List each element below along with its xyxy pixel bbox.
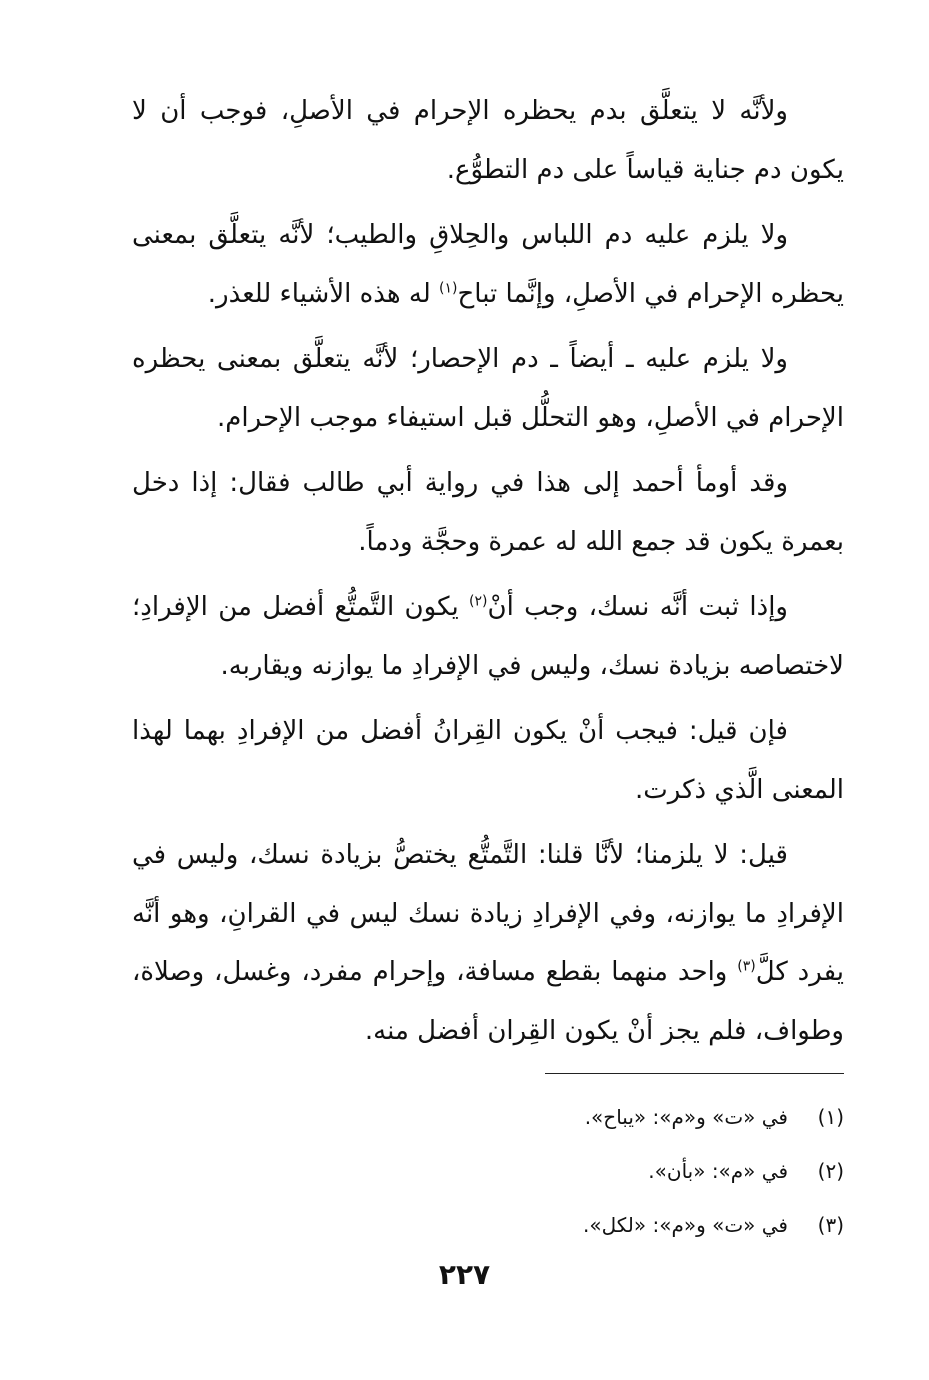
paragraph-5: [132, 578, 844, 695]
paragraph-7-text-a: قيل: لا يلزمنا؛ لأنَّا قلنا: التَّمتُّع يختصُّ بزيادة نسك، وليس في الإفرادِ ما يوازنه، وفي الإفرادِ زيادة نسك ليس في القرانِ، وهو أنَّه يفرد كلَّ: [132, 840, 844, 987]
footnote-2: [400, 1144, 844, 1198]
footnote-text: في «م»: «بأن».: [648, 1159, 788, 1183]
footnote-separator: [545, 1073, 844, 1074]
paragraph-6: فإن قيل: فيجب أنْ يكون القِرانُ أفضل من الإفرادِ بهما لهذا المعنى الَّذي ذكرت.: [132, 716, 844, 805]
paragraph-7: [132, 826, 844, 1060]
footnote-text: في «ت» و«م»: «لكل».: [583, 1213, 788, 1237]
paragraph-4: وقد أومأ أحمد إلى هذا في رواية أبي طالب فقال: إذا دخل بعمرة يكون قد جمع الله له عمرة وحجَّة ودماً.: [132, 468, 844, 557]
footnote-ref-1: (١): [439, 279, 458, 296]
page-number: ٢٢٧: [438, 1258, 491, 1291]
footnotes: [400, 1090, 844, 1252]
footnote-3: [400, 1198, 844, 1252]
footnote-1: [400, 1090, 844, 1144]
footnote-number: (٢): [817, 1159, 844, 1183]
paragraph-2-text-a: ولا يلزم عليه دم اللباس والحِلاقِ والطيب؛ لأنَّه يتعلَّق بمعنى يحظره الإحرام في الأصلِ، وإنَّما تباح: [132, 220, 844, 309]
paragraph-7-text-b: واحد منهما بقطع مسافة، وإحرام مفرد، وغسل، وصلاة، وطواف، فلم يجز أنْ يكون القِران أفضل منه.: [132, 957, 844, 1046]
footnote-ref-3: (٣): [737, 958, 756, 975]
footnote-number: (١): [817, 1105, 844, 1129]
paragraph-5-text-b: يكون التَّمتُّع أفضل من الإفرادِ؛ لاختصاصه بزيادة نسك، وليس في الإفرادِ ما يوازنه ويقاربه.: [132, 592, 844, 681]
paragraph-3: ولا يلزم عليه ـ أيضاً ـ دم الإحصار؛ لأنَّه يتعلَّق بمعنى يحظره الإحرام في الأصلِ، وهو التحلُّل قبل استيفاء موجب الإحرام.: [132, 344, 844, 433]
paragraph-2: [132, 206, 844, 323]
main-text: [132, 82, 844, 1067]
paragraph-1: ولأنَّه لا يتعلَّق بدم يحظره الإحرام في الأصلِ، فوجب أن لا يكون دم جناية قياساً على دم التطوُّع.: [132, 96, 844, 185]
paragraph-2-text-b: له هذه الأشياء للعذر.: [207, 278, 440, 309]
footnote-text: في «ت» و«م»: «يباح».: [584, 1105, 788, 1129]
paragraph-5-text-a: وإذا ثبت أنَّه نسك، وجب أنْ: [487, 592, 788, 622]
footnote-number: (٣): [817, 1213, 844, 1237]
footnote-ref-2: (٢): [469, 593, 488, 610]
